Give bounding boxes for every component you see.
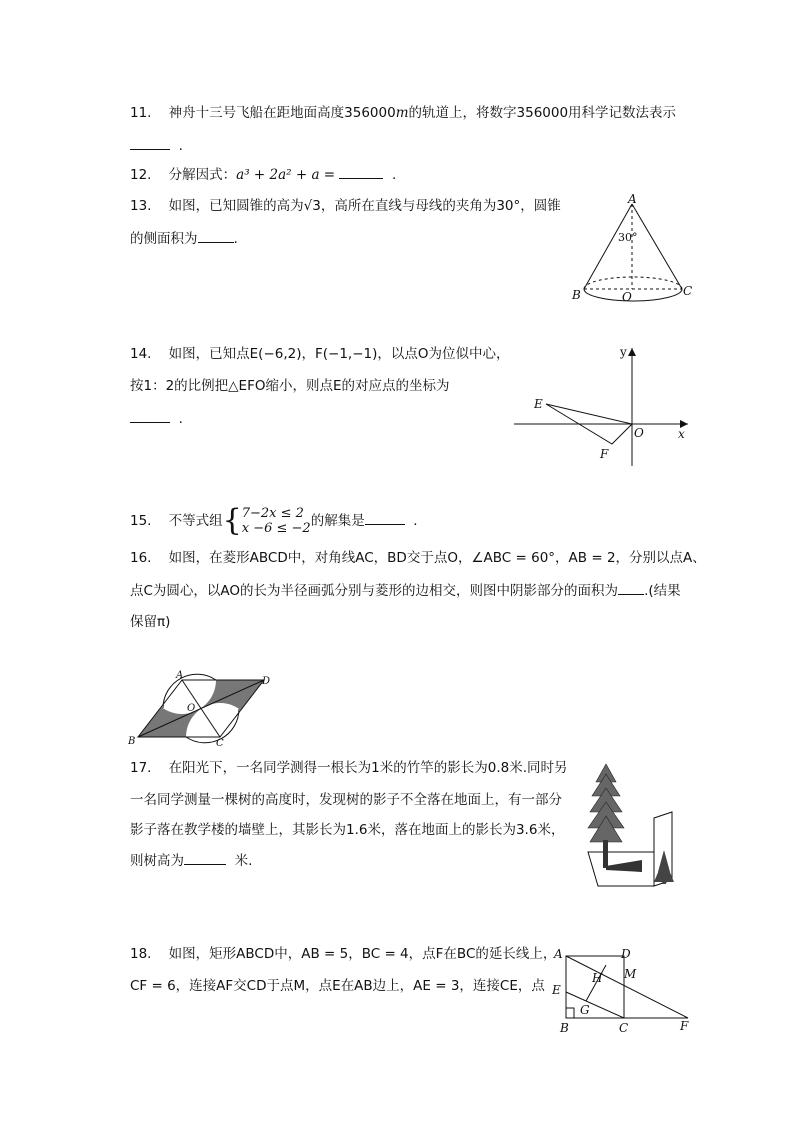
q13-answer-blank[interactable] <box>198 228 234 243</box>
q16-answer-blank[interactable] <box>618 580 644 595</box>
q14-label-x: x <box>678 427 685 441</box>
q14-line2 <box>130 376 450 396</box>
q18-label-B: B <box>560 1021 569 1035</box>
q16-label-C: C <box>216 738 224 746</box>
q17-line4 <box>130 850 252 871</box>
q17-text-line4: 则树高为 <box>130 853 184 869</box>
q13-number: 13. <box>130 198 152 214</box>
q16-rhombus-figure <box>126 670 276 746</box>
q13-label-angle: 30° <box>618 231 638 244</box>
q12-text: 分解因式： <box>168 167 237 183</box>
q18-label-M: M <box>624 967 637 981</box>
q16-text-line2: 点C为圆心，以AO的长为半径画弧分别与菱形的边相交，则图中阴影部分的面积为 <box>130 583 619 599</box>
q18-line1 <box>130 944 556 964</box>
q17-line3 <box>130 820 564 840</box>
q13-line2 <box>130 228 238 249</box>
q15-number: 15. <box>130 513 152 529</box>
q11-answer-blank[interactable] <box>130 135 170 150</box>
q15-eq1: 7−2x ≤ 2 <box>241 506 304 521</box>
q15-text2: 的解集是 <box>310 513 365 529</box>
q15-system <box>242 506 311 536</box>
q16-label-A: A <box>176 670 184 681</box>
q11-text2: 的轨道上，将数字356000用科学记数法表示 <box>408 105 677 121</box>
q14-label-y: y <box>620 345 627 359</box>
q14-answer-blank[interactable] <box>130 408 170 423</box>
q18-text-line2: CF = 6，连接AF交CD于点M，点E在AB边上，AE = 3，连接CE，点 <box>130 978 545 994</box>
q11-line2 <box>130 135 183 156</box>
q15-line <box>130 504 418 538</box>
q18-label-G: G <box>580 1003 590 1017</box>
q13-label-O: O <box>622 290 632 304</box>
q12-answer-blank[interactable] <box>339 164 383 179</box>
q14-label-E: E <box>534 397 543 411</box>
q13-text-line1: 如图，已知圆锥的高为√3，高所在直线与母线的夹角为30°，圆锥 <box>168 198 561 214</box>
q18-line2 <box>130 976 545 996</box>
q16-text-line2b: .(结果 <box>644 583 681 599</box>
q11-text: 神舟十三号飞船在距地面高度356000 <box>168 105 396 121</box>
q17-tree-figure <box>584 760 694 894</box>
q17-number: 17. <box>130 760 152 776</box>
q17-tail: 米. <box>234 853 253 869</box>
q18-number: 18. <box>130 946 152 962</box>
q16-label-B: B <box>128 736 136 746</box>
q14-line3 <box>130 408 183 429</box>
q14-text-line1: 如图，已知点E(−6,2)，F(−1,−1)，以点O为位似中心， <box>168 346 510 362</box>
q15-eq2: x −6 ≤ −2 <box>241 521 311 536</box>
q14-line1 <box>130 344 510 364</box>
q15-answer-blank[interactable] <box>365 510 405 525</box>
q14-number: 14. <box>130 346 152 362</box>
q17-line2 <box>130 790 562 810</box>
q17-text-line1: 在阳光下，一名同学测得一根长为1米的竹竿的影长为0.8米.同时另 <box>168 760 568 776</box>
q13-cone-figure <box>566 192 696 312</box>
q18-label-H: H <box>592 971 603 985</box>
q14-tail: . <box>178 411 183 427</box>
q11-tail: . <box>178 138 183 154</box>
q18-text-line1: 如图，矩形ABCD中，AB = 5，BC = 4，点F在BC的延长线上， <box>168 946 557 962</box>
q16-number: 16. <box>130 550 152 566</box>
q13-label-C: C <box>683 284 693 298</box>
q17-text-line2: 一名同学测量一棵树的高度时，发现树的影子不全落在地面上，有一部分 <box>130 792 562 808</box>
q14-coordinate-figure <box>512 342 694 468</box>
q17-text-line3: 影子落在教学楼的墙壁上，其影长为1.6米，落在地面上的影长为3.6米， <box>130 822 565 838</box>
q14-label-F: F <box>600 447 609 461</box>
q16-line3 <box>130 612 170 632</box>
q18-label-D: D <box>621 947 631 961</box>
q16-text-line1: 如图，在菱形ABCD中，对角线AC，BD交于点O，∠ABC = 60°，AB = 2，分别以点A、 <box>168 550 706 566</box>
q18-label-F: F <box>680 1019 689 1033</box>
q13-label-A: A <box>628 192 637 206</box>
q11-unit: m <box>395 105 409 121</box>
q16-label-D: D <box>262 676 271 687</box>
q16-text-line3: 保留π) <box>130 614 171 630</box>
q11-number: 11. <box>130 105 152 121</box>
q15-tail: . <box>413 513 418 529</box>
q14-text-line2: 按1：2的比例把△EFO缩小，则点E的对应点的坐标为 <box>130 378 450 394</box>
q14-label-O: O <box>634 426 644 440</box>
q11-line1 <box>130 103 676 123</box>
q13-label-B: B <box>572 288 581 302</box>
q15-text: 不等式组 <box>168 513 223 529</box>
q12-line <box>130 164 396 185</box>
q16-line1 <box>130 548 706 568</box>
q12-expression: a³ + 2a² + a = <box>236 167 336 183</box>
q12-number: 12. <box>130 167 152 183</box>
q13-text-line2: 的侧面积为 <box>130 231 198 247</box>
q13-line1 <box>130 196 561 216</box>
q16-line2 <box>130 580 681 601</box>
q18-label-E: E <box>552 983 561 997</box>
q15-brace: { <box>222 503 242 538</box>
q18-label-C: C <box>619 1021 629 1035</box>
q18-label-A: A <box>554 947 563 961</box>
q17-answer-blank[interactable] <box>184 850 226 865</box>
q18-rectangle-figure <box>548 944 698 1036</box>
q16-label-O: O <box>187 703 196 714</box>
q12-tail: . <box>392 167 397 183</box>
q13-tail: . <box>233 231 238 247</box>
q17-line1 <box>130 758 568 778</box>
